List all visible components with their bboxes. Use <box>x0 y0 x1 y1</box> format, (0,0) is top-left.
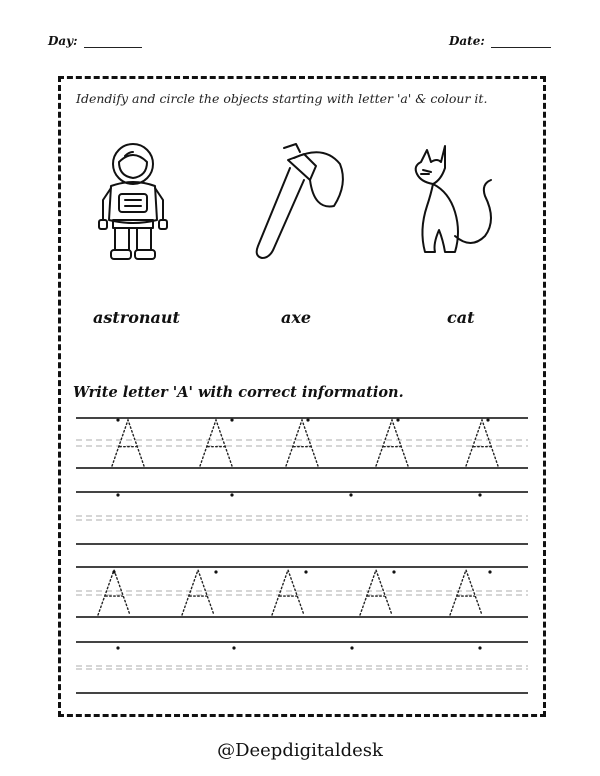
start-dot <box>350 646 353 649</box>
traceable-letter-a <box>200 420 232 466</box>
traceable-letter-a <box>466 420 498 466</box>
object-label-cat: cat <box>447 308 475 327</box>
start-dot <box>478 493 481 496</box>
start-dot <box>396 418 399 421</box>
traceable-letter-a <box>272 570 304 615</box>
start-dot <box>304 570 307 573</box>
traceable-letter-a <box>98 570 130 615</box>
traceable-letter-a <box>360 570 392 615</box>
date-label: Date: <box>449 34 485 48</box>
start-dot <box>349 493 352 496</box>
instruction-text: Idendify and circle the objects starting with letter 'a' & colour it. <box>76 91 488 106</box>
object-label-axe: axe <box>281 308 312 327</box>
start-dot <box>116 646 119 649</box>
writing-instruction: Write letter 'A' with correct information. <box>73 384 404 401</box>
traceable-letter-a <box>376 420 408 466</box>
traceable-letter-a <box>450 570 482 615</box>
start-dot <box>116 418 119 421</box>
start-dot <box>214 570 217 573</box>
traceable-letter-a <box>112 420 144 466</box>
day-label: Day: <box>48 34 78 48</box>
traceable-letter-a <box>286 420 318 466</box>
traceable-letter-a <box>182 570 214 615</box>
start-dot <box>486 418 489 421</box>
start-dot <box>488 570 491 573</box>
start-dot <box>306 418 309 421</box>
start-dot <box>230 418 233 421</box>
start-dot <box>478 646 481 649</box>
start-dot <box>392 570 395 573</box>
start-dot <box>116 493 119 496</box>
start-dot <box>232 646 235 649</box>
start-dot <box>230 493 233 496</box>
start-dot <box>112 570 115 573</box>
object-label-astronaut: astronaut <box>93 308 180 327</box>
footer-handle: @Deepdigitaldesk <box>217 740 383 761</box>
